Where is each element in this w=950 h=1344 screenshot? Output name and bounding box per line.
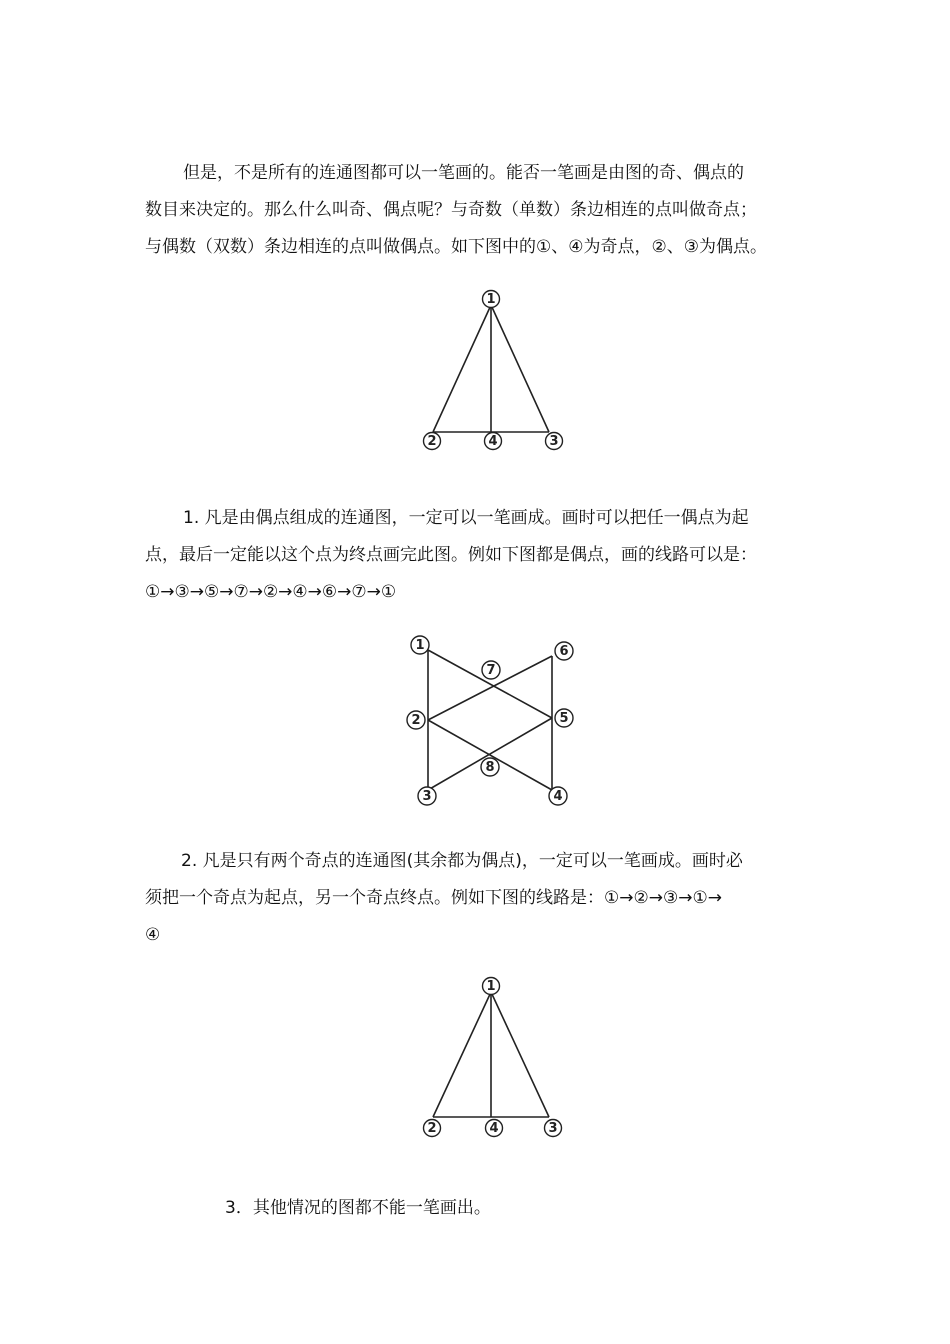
- svg-text:1: 1: [486, 979, 496, 994]
- rule-2-line-1: 2. 凡是只有两个奇点的连通图(其余都为偶点)，一定可以一笔画成。画时必: [181, 851, 743, 871]
- node-1: [483, 978, 500, 995]
- node-4: [549, 787, 567, 805]
- rule-3-paragraph: [225, 1190, 890, 1227]
- svg-text:5: 5: [559, 711, 569, 726]
- rule-3-text: 3．其他情况的图都不能一笔画出。: [225, 1198, 491, 1218]
- svg-text:3: 3: [548, 1121, 558, 1136]
- rule-2-line-3: ④: [145, 925, 161, 945]
- node-3: [545, 1120, 562, 1137]
- svg-text:4: 4: [489, 1121, 499, 1136]
- node-8: [481, 758, 499, 776]
- rule-1-line-1: 1. 凡是由偶点组成的连通图，一定可以一笔画成。画时可以把任一偶点为起: [183, 508, 749, 528]
- node-4: [486, 1120, 503, 1137]
- intro-line-1: 但是，不是所有的连通图都可以一笔画的。能否一笔画是由图的奇、偶点的: [183, 163, 744, 183]
- svg-text:1: 1: [415, 638, 425, 653]
- svg-text:1: 1: [486, 292, 496, 307]
- node-6: [555, 642, 573, 660]
- rule-2-paragraph: [145, 843, 810, 954]
- node-2: [407, 711, 425, 729]
- svg-text:4: 4: [553, 789, 563, 804]
- edge-1-2: [433, 992, 491, 1117]
- intro-line-2: 数目来决定的。那么什么叫奇、偶点呢？与奇数（单数）条边相连的点叫做奇点；: [145, 200, 757, 220]
- node-2: [424, 1120, 441, 1137]
- svg-text:3: 3: [422, 789, 432, 804]
- rule-1-route: ①→③→⑤→⑦→②→④→⑥→⑦→①: [145, 582, 397, 602]
- edge-1-2: [433, 305, 491, 432]
- svg-text:4: 4: [488, 434, 498, 449]
- edge-1-3: [491, 992, 549, 1117]
- svg-text:2: 2: [427, 1121, 437, 1136]
- rule-1-paragraph: [145, 500, 810, 611]
- node-3: [418, 787, 436, 805]
- svg-text:2: 2: [411, 713, 421, 728]
- node-2: [424, 433, 441, 450]
- svg-text:6: 6: [559, 644, 569, 659]
- figure-triangle-1: [415, 285, 575, 460]
- node-4: [485, 433, 502, 450]
- edge-1-3: [491, 305, 549, 432]
- rule-2-line-2: 须把一个奇点为起点，另一个奇点终点。例如下图的线路是：①→②→③→①→: [145, 888, 722, 908]
- node-3: [546, 433, 563, 450]
- node-5: [555, 709, 573, 727]
- edge-1-5: [428, 650, 552, 718]
- intro-line-3: 与偶数（双数）条边相连的点叫做偶点。如下图中的①、④为奇点，②、③为偶点。: [145, 237, 767, 257]
- node-7: [482, 661, 500, 679]
- node-1: [411, 636, 429, 654]
- node-1: [483, 291, 500, 308]
- svg-text:7: 7: [486, 663, 496, 678]
- intro-paragraph: [145, 155, 810, 266]
- figure-bowtie: [400, 630, 585, 815]
- figure-triangle-2: [415, 972, 575, 1147]
- svg-text:8: 8: [485, 760, 495, 775]
- svg-text:2: 2: [427, 434, 437, 449]
- svg-text:3: 3: [549, 434, 559, 449]
- rule-1-line-2: 点，最后一定能以这个点为终点画完此图。例如下图都是偶点，画的线路可以是：: [145, 545, 757, 565]
